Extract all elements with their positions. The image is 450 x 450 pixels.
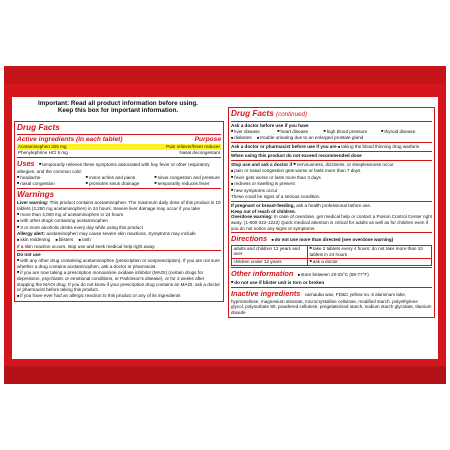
list-item: ■ with other drugs containing acetaminophen	[17, 218, 221, 224]
package-top-flap	[4, 66, 446, 84]
stop-use: Stop use and ask a doctor if ■ nervousness, dizziness, or sleeplessness occur	[231, 162, 432, 168]
list-item: ■ minor aches and pains	[86, 175, 153, 181]
drug-facts-left-column	[14, 120, 224, 302]
list-item: ■ more than 4,000 mg of acetaminophen in 24 hours	[17, 212, 221, 218]
list-item: ■ liver disease	[231, 129, 276, 135]
allergy-alert: Allergy alert: acetaminophen may cause severe skin reactions. Symptoms may include	[17, 231, 196, 237]
ask-doctor-list	[231, 129, 432, 135]
when-using: When using this product do not exceed recommended dose	[231, 153, 362, 159]
list-item: ■ do not use if blister unit is torn or broken	[231, 280, 432, 286]
list-item: ■ high blood pressure	[324, 129, 381, 135]
list-item: ■ heart disease	[277, 129, 322, 135]
list-item: ■ temporarily reduces fever	[154, 181, 221, 187]
ask-doctor-title: Ask a doctor before use if you have	[231, 123, 309, 128]
overdose-warning: Overdose warning: In case of overdose, get medical help or contact a Poison Control Center right away. (1-800-222-1222) Quick medical attention is critical for adults as well as for children even if you do not notice any signs or symptoms.	[231, 214, 432, 231]
list-item: ■ pain or nasal congestion gets worse or lasts more than 7 days	[231, 168, 432, 174]
list-item: ■ promotes sinus drainage	[86, 181, 153, 187]
pregnant-warning: If pregnant or breast-feeding, ask a health professional before use.	[231, 202, 372, 208]
allergy-after: If a skin reaction occurs, stop use and seek medical help right away.	[17, 243, 156, 249]
active-ingredients-header: Active ingredients (in each tablet) Purpose	[17, 136, 221, 143]
list-item: ■ with any other drug containing acetaminophen (prescription or nonprescription). If you are not sure whether a drug contains acetaminophen, ask a doctor or pharmacist.	[17, 258, 221, 270]
list-item: ■ fever gets worse or lasts more than 3 days	[231, 175, 432, 181]
drug-facts-right-column	[228, 106, 435, 318]
do-not-use-title: Do not use	[17, 252, 41, 258]
list-item: ■ if you are now taking a prescription monoamine oxidase inhibitor (MAOI) (certain drugs for depression, psychiatric or emotional conditions, or Parkinson's disease), or for 2 weeks after stopping the MAOI drug. If you do not know if your prescription drug contains an MAOI, ask a doctor or pharmacist before taking this product.	[17, 270, 221, 293]
stop-after: These could be signs of a serious condition.	[231, 193, 321, 199]
keep-out-of-reach: Keep out of reach of children.	[231, 208, 296, 214]
allergy-symptoms: ■ skin reddening ■ blisters ■ rash	[17, 237, 221, 243]
directions-table	[231, 245, 432, 267]
inactive-ingredients: Inactive ingredients carnauba wax, FD&C yellow no. 6 aluminum lake, hypromellose, magnesium stearate, microcrystalline cellulose, modified starch, polyethylene glycol, polysorbate 80, powdered cellulose, pregelatinized starch, sodium starch glycolate, titanium dioxide	[231, 288, 432, 315]
list-item: ■ sinus congestion and pressure	[154, 175, 221, 181]
table-row: adults and children 12 years and over ■ take 2 tablets every 4 hours; do not take more than 10 tablets in 24 hours	[232, 245, 432, 258]
other-information: Other information ■ store between 20-25°C (68-77°F)	[231, 269, 432, 279]
list-item: ■ thyroid disease	[381, 129, 432, 135]
ingredient-row: Acetaminophen 325 mg Pain reliever/fever reducer	[18, 144, 220, 149]
list-item: ■ nasal congestion	[17, 181, 84, 187]
uses-section: Uses ■ temporarily relieves these symptoms associated with hay fever or other respiratory allergies, and the common cold:	[17, 159, 221, 175]
uses-list	[17, 175, 221, 187]
important-notice: Important: Read all product information before using. Keep this box for important information.	[38, 100, 198, 115]
list-item: ■ if you have ever had an allergic reaction to this product or any of its ingredients	[17, 293, 221, 299]
drug-facts-box	[14, 121, 224, 302]
liver-warning: Liver warning: This product contains acetaminophen. The maximum daily dose of this product is 10 tablets (3,250 mg acetaminophen) in 24 hours. Severe liver damage may occur if you take	[17, 200, 221, 211]
ask-pharmacist: Ask a doctor or pharmacist before use if you are ■ taking the blood thinning drug warfarin	[231, 144, 432, 150]
list-item: ■ new symptoms occur	[231, 188, 432, 194]
list-item: ■ headache	[17, 175, 84, 181]
ingredient-row: Phenylephrine HCl 5 mg Nasal decongestant	[18, 150, 220, 155]
package-bottom-flap	[4, 366, 446, 384]
list-item: ■ redness or swelling is present	[231, 181, 432, 187]
drug-facts-continued-box	[228, 107, 435, 318]
directions-header: Directions ■ do not use more than directed (see overdose warning)	[231, 234, 432, 244]
warnings-title: Warnings	[17, 189, 55, 199]
list-item: ■ 3 or more alcoholic drinks every day while using this product	[17, 225, 221, 231]
table-row: children under 12 years ■ ask a doctor	[232, 258, 432, 266]
ask-doctor-list-2: ■ diabetes ■ trouble urinating due to an enlarged prostate gland	[231, 135, 432, 141]
drug-facts-continued-title: Drug Facts (continued)	[231, 109, 308, 118]
drug-facts-title: Drug Facts	[17, 123, 60, 132]
